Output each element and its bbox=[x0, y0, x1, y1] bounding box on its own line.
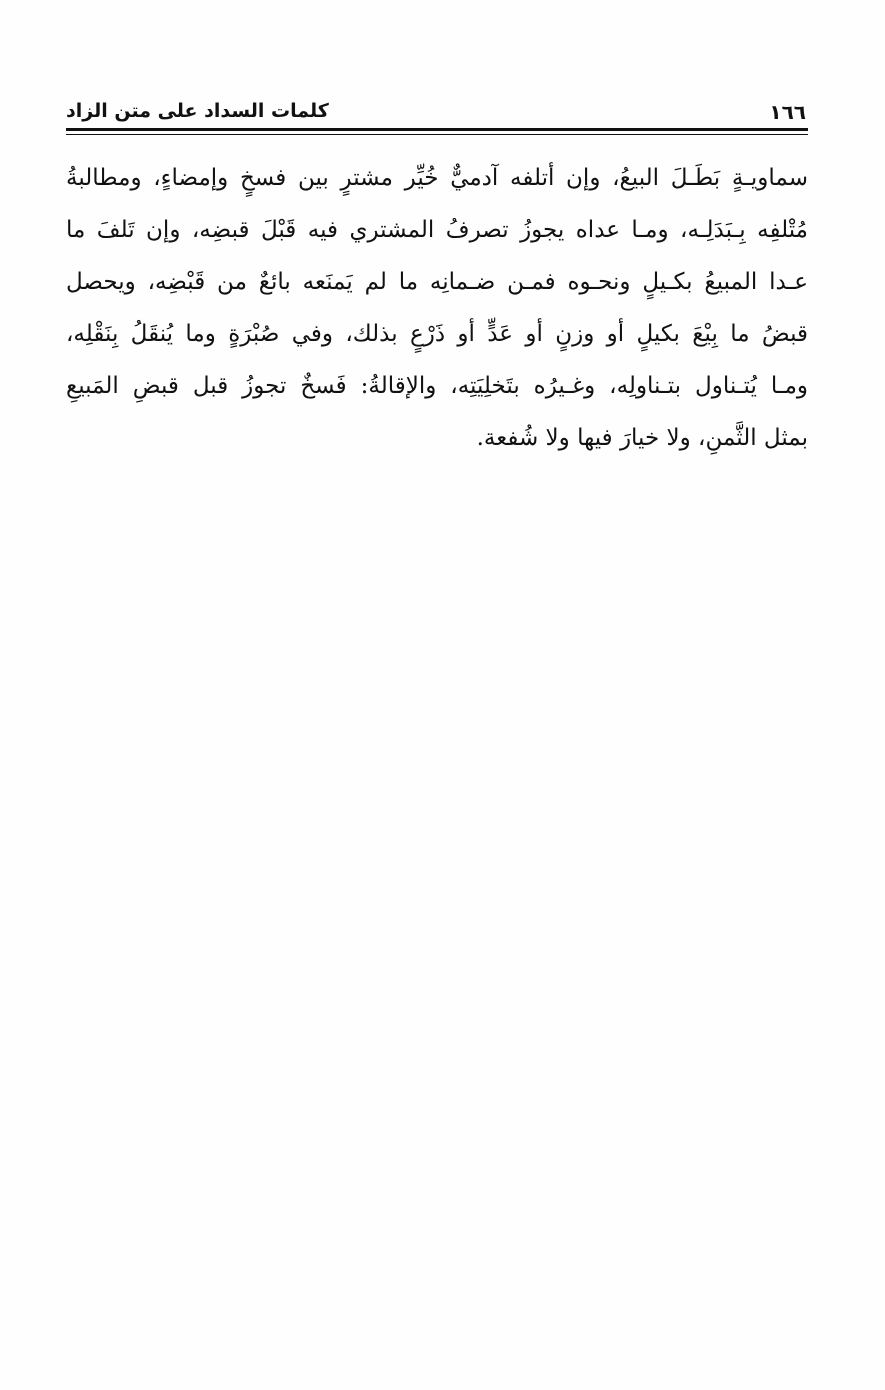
body-text bbox=[66, 152, 808, 464]
text-line: قبضُ ما بِيْعَ بكيلٍ أو وزنٍ أو عَدٍّ أو ذَرْعٍ بذلك، وفي صُبْرَةٍ وما يُنقَلُ بِنَقْلِه، bbox=[66, 321, 808, 347]
running-header bbox=[66, 98, 806, 128]
text-line: بمثل الثَّمنِ، ولا خيارَ فيها ولا شُفعة. bbox=[476, 425, 808, 451]
text-line: ومـا يُتـناول بتـناولِه، وغـيرُه بتَخلِيَتِه، والإقالةُ: فَسخٌ تجوزُ قبل قبضِ المَبيعِ bbox=[66, 373, 808, 399]
text-line: سماويـةٍ بَطَـلَ البيعُ، وإن أتلفه آدميٌّ خُيِّر مشترٍ بين فسخٍ وإمضاءٍ، ومطالبةُ bbox=[66, 165, 808, 191]
header-rule-thin bbox=[66, 134, 808, 135]
text-line: مُتْلفِه بِـبَدَلِـه، ومـا عداه يجوزُ تصرفُ المشتري فيه قَبْلَ قبضِه، وإن تَلفَ ما bbox=[66, 217, 808, 243]
header-rule-thick bbox=[66, 128, 808, 131]
book-title: كلمات السداد على متن الزاد bbox=[66, 100, 329, 122]
page-number: ١٦٦ bbox=[769, 100, 806, 124]
text-line: عـدا المبيعُ بكـيلٍ ونحـوه فمـن ضـمانِه ما لم يَمنَعه بائعٌ من قَبْضِه، ويحصل bbox=[66, 269, 808, 295]
